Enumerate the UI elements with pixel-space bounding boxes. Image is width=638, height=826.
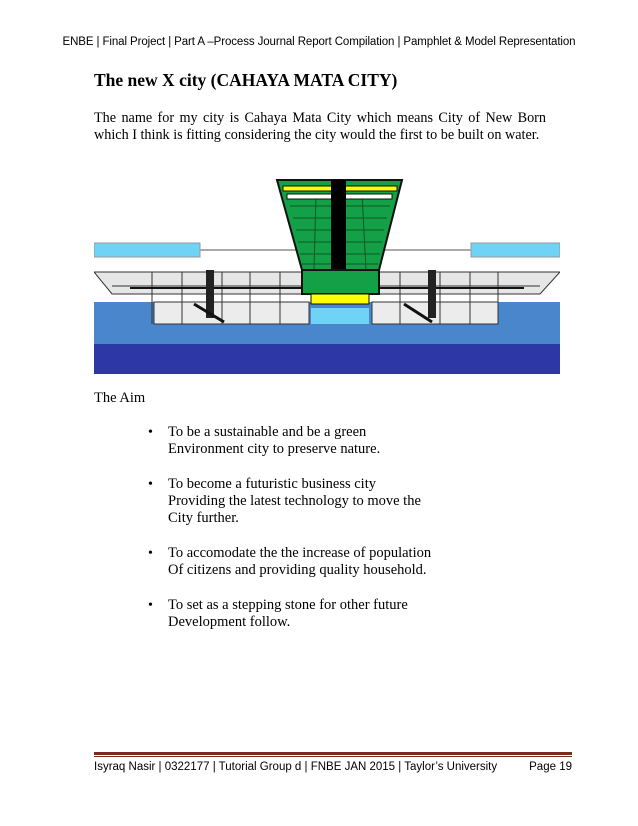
bullet-icon: • xyxy=(148,598,153,613)
page-header: ENBE | Final Project | Part A –Process Journal Report Compilation | Pamphlet & Model Representation xyxy=(62,36,576,48)
page-number: Page 19 xyxy=(529,761,572,773)
aim-item xyxy=(148,476,478,527)
page-footer xyxy=(94,761,572,773)
city-illustration xyxy=(94,146,560,379)
footer-credits: Isyraq Nasir | 0322177 | Tutorial Group d | FNBE JAN 2015 | Taylor’s University xyxy=(94,761,498,773)
aim-item-text: To set as a stepping stone for other future Development follow. xyxy=(168,597,408,630)
aim-list xyxy=(148,424,478,649)
aim-item-text: To accomodate the the increase of population Of citizens and providing quality household. xyxy=(168,545,432,578)
aim-item xyxy=(148,597,478,631)
section-title: The new X city (CAHAYA MATA CITY) xyxy=(94,70,398,90)
aim-item xyxy=(148,545,478,579)
aim-item-text: To become a futuristic business city Providing the latest technology to move the City further. xyxy=(168,476,421,526)
city-elevation-drawing xyxy=(94,146,560,374)
intro-paragraph: The name for my city is Cahaya Mata City which means City of New Born which I think is fitting considering the city would the first to be built on water. xyxy=(94,110,546,143)
footer-divider xyxy=(94,752,572,755)
bullet-icon: • xyxy=(148,425,153,440)
aim-heading: The Aim xyxy=(94,390,146,406)
bullet-icon: • xyxy=(148,477,153,492)
aim-item xyxy=(148,424,478,458)
aim-item-text: To be a sustainable and be a green Environment city to preserve nature. xyxy=(168,424,381,457)
footer-divider-thin xyxy=(94,756,572,757)
bullet-icon: • xyxy=(148,546,153,561)
